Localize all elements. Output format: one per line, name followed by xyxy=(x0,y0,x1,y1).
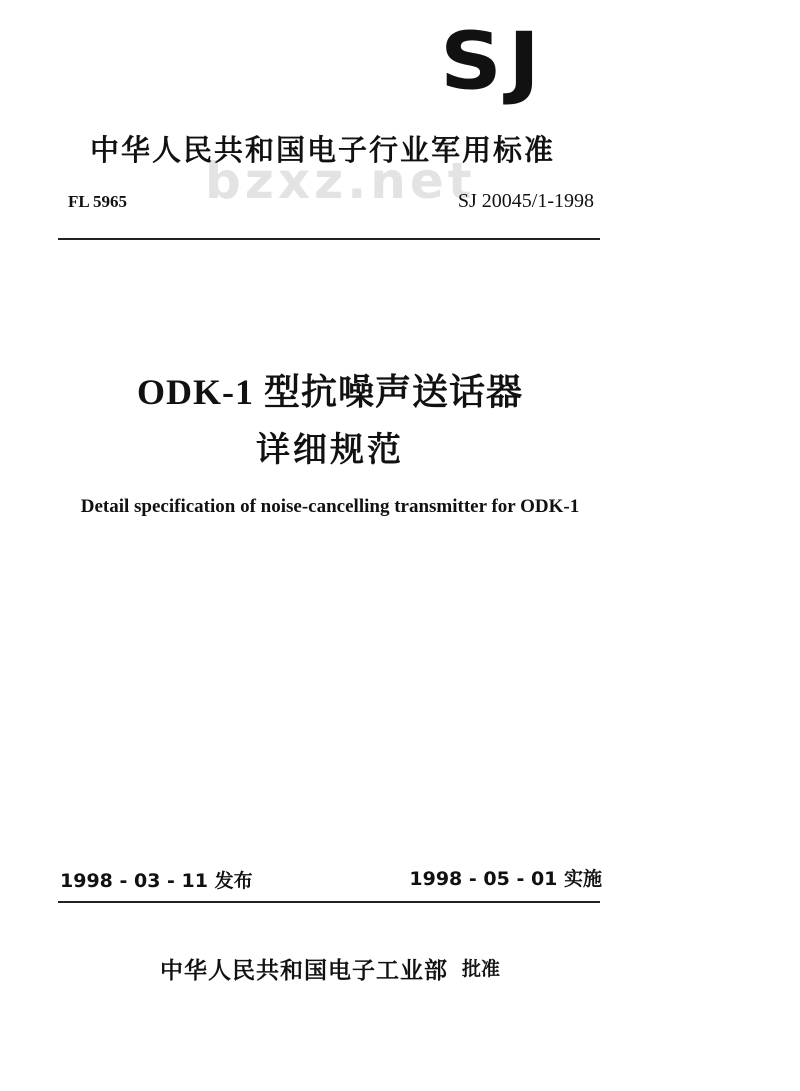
approval-label: 批准 xyxy=(462,958,501,980)
issue-date: 1998 - 03 - 11 发布 xyxy=(60,870,253,892)
footer-divider xyxy=(58,901,600,903)
standard-series-title: 中华人民共和国电子行业军用标准 xyxy=(90,133,556,167)
header-divider xyxy=(58,238,600,240)
implementation-date: 1998 - 05 - 01 实施 xyxy=(409,868,602,890)
sj-logo: SJ xyxy=(440,16,546,108)
document-title-english: Detail specification of noise-cancelling transmitter for ODK-1 xyxy=(80,496,580,517)
approving-authority: 中华人民共和国电子工业部 xyxy=(160,958,448,984)
standard-number: SJ 20045/1-1998 xyxy=(457,190,594,212)
watermark-text: bzxz.net xyxy=(205,152,476,210)
document-title-line1: ODK-1 型抗噪声送话器 xyxy=(137,372,523,412)
classification-code: FL 5965 xyxy=(68,192,128,211)
document-title-line2: 详细规范 xyxy=(256,430,404,470)
